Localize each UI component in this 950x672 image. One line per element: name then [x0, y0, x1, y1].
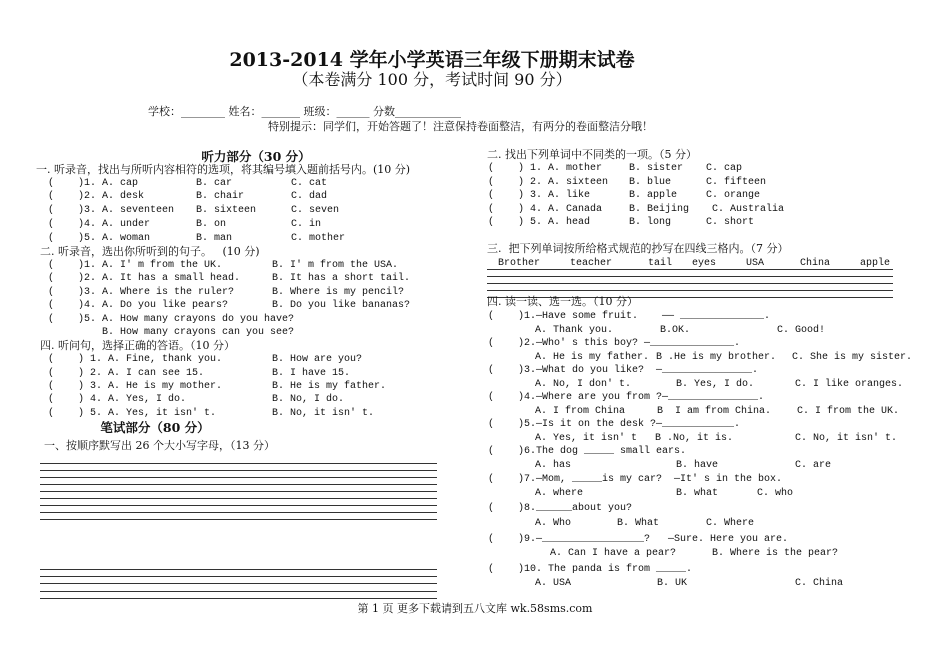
writing-part2-row — [0, 216, 950, 230]
copy-word: Brother — [498, 258, 541, 269]
copy-word: teacher — [570, 258, 613, 269]
option-b: B. have — [676, 460, 719, 471]
option-a: A. under — [102, 219, 151, 230]
writing-line — [487, 290, 893, 291]
option-c: C. short — [706, 217, 755, 228]
answer-blank: ( )3. — [48, 205, 97, 216]
answer-blank: ( )4. — [48, 300, 97, 311]
option-a: A. I' m from the UK. — [102, 260, 223, 271]
option-b: B. apple — [629, 190, 678, 201]
option-a: A. He is my father. — [535, 352, 650, 363]
option-a: A. Yes, it isn' t. — [108, 408, 217, 419]
option-a: A. Can I have a pear? — [550, 548, 677, 559]
question-text: ______about you? — [536, 503, 633, 514]
reading-question-row — [0, 418, 950, 432]
reading-options-row — [0, 378, 950, 392]
option-b: B .No, it is. — [655, 433, 734, 444]
writing-line — [40, 598, 437, 599]
option-c: C. Good! — [777, 325, 826, 336]
answer-blank: ( )2. — [48, 191, 97, 202]
writing-part3-instruction: 三. 把下列单词按所给格式规范的抄写在四线三格内。（7 分） — [487, 242, 789, 255]
item-stem — [488, 189, 590, 203]
option-c: C. She is my sister. — [792, 352, 913, 363]
reading-question-row — [0, 337, 950, 351]
listening-part2-instruction: 二. 听录音，选出你所听到的句子。 (10 分) — [40, 245, 260, 258]
item-stem — [488, 162, 602, 176]
answer-blank: ( ) 2. — [488, 177, 543, 188]
option-b: B .He is my brother. — [656, 352, 777, 363]
special-hint: 特别提示：同学们，开始答题了！注意保持卷面整洁，有两分的卷面整洁分哦！ — [268, 120, 653, 133]
reading-question-row — [0, 502, 950, 516]
writing-part2-row — [0, 176, 950, 190]
question-text: —What do you like? —_______________. — [536, 365, 759, 376]
question-text: —Where are you from ?—_______________. — [536, 392, 765, 403]
option-a: A. like — [548, 190, 591, 201]
option-b: B. blue — [629, 177, 672, 188]
answer-blank: ( ) 5. — [48, 408, 103, 419]
answer-blank: ( ) 1. — [488, 163, 543, 174]
option-a: A. desk — [102, 191, 145, 202]
option-a: A. He is my mother. — [108, 381, 223, 392]
writing-heading: 笔试部分（80 分） — [100, 420, 210, 435]
answer-blank: ( )6. — [488, 446, 537, 457]
question-text: —Who' s this boy? —______________. — [536, 338, 741, 349]
answer-blank: ( )1. — [48, 178, 97, 189]
question-stem — [488, 502, 632, 516]
option-c: C. in — [291, 219, 322, 230]
option-a: A. Yes, I do. — [108, 394, 187, 405]
option-b: B I am from China. — [657, 406, 772, 417]
answer-blank: ( ) 3. — [48, 381, 103, 392]
answer-blank: ( ) 5. — [488, 217, 543, 228]
answer-blank: ( )8. — [488, 503, 537, 514]
option-a: A. seventeen — [102, 205, 175, 216]
option-b: B. UK — [657, 578, 688, 589]
option-c: C. are — [795, 460, 832, 471]
option-b: B. long — [629, 217, 672, 228]
answer-blank: ( )1. — [488, 311, 537, 322]
question-stem — [488, 310, 770, 324]
item-stem — [48, 272, 240, 286]
answer-blank: ( )1. — [48, 260, 97, 271]
option-b: B. Where is the pear? — [712, 548, 839, 559]
question-text: The panda is from _____. — [542, 564, 693, 575]
option-c: C. Australia — [712, 204, 785, 215]
reading-question-row — [0, 391, 950, 405]
copy-word: apple — [860, 258, 891, 269]
item-stem — [488, 203, 602, 217]
option-c: C. who — [757, 488, 794, 499]
option-b: B. I' m from the USA. — [272, 260, 399, 271]
option-c: C. cap — [706, 163, 743, 174]
option-b: B. man — [196, 233, 233, 244]
reading-question-row — [0, 563, 950, 577]
answer-blank: ( )3. — [488, 365, 537, 376]
question-text: —Mom, _____is my car? —It' s in the box. — [536, 474, 783, 485]
item-stem — [48, 232, 150, 246]
option-a: A. I can see 15. — [108, 368, 205, 379]
page-footer: 第 1 页 更多下载请到五八文库 wk.58sms.com — [357, 602, 593, 615]
question-text: The dog _____ small ears. — [536, 446, 687, 457]
answer-blank: ( )10. — [488, 564, 543, 575]
answer-blank: ( )5. — [488, 419, 537, 430]
answer-blank: ( )5. — [48, 233, 97, 244]
question-text: —_________________? —Sure. Here you are. — [536, 534, 789, 545]
question-stem — [488, 418, 740, 432]
question-stem — [488, 563, 692, 577]
answer-blank: ( )5. — [48, 314, 97, 325]
reading-options-row — [0, 324, 950, 338]
question-text: —Is it on the desk ?—____________. — [536, 419, 741, 430]
reading-options-row — [0, 405, 950, 419]
option-b: B. on — [196, 219, 227, 230]
question-stem — [488, 364, 758, 378]
reading-options-row — [0, 487, 950, 501]
writing-part2-row — [0, 162, 950, 176]
option-a: A. Fine, thank you. — [108, 354, 223, 365]
option-b: B. No, I do. — [272, 394, 345, 405]
option-b: B. what — [676, 488, 719, 499]
option-b: B. Where is my pencil? — [272, 287, 405, 298]
option-b: B. car — [196, 178, 233, 189]
copy-word: China — [800, 258, 831, 269]
option-a: A. Where is the ruler? — [102, 287, 235, 298]
option-c: C. seven — [291, 205, 340, 216]
option-b: B. What — [617, 518, 660, 529]
option-b: B. It has a short tail. — [272, 273, 411, 284]
option-a: A. Canada — [548, 204, 603, 215]
exam-title: 2013-2014 学年小学英语三年级下册期末试卷 — [229, 49, 635, 71]
option-a: A. No, I don' t. — [535, 379, 632, 390]
option-c: C. dad — [291, 191, 328, 202]
writing-line — [487, 269, 893, 270]
reading-question-row — [0, 445, 950, 459]
answer-blank: ( )4. — [488, 392, 537, 403]
exam-subtitle: （本卷满分 100 分，考试时间 90 分） — [292, 70, 572, 89]
option-a: A. It has a small head. — [102, 273, 241, 284]
option-c: C. Where — [706, 518, 755, 529]
answer-blank: ( )7. — [488, 474, 537, 485]
question-text: —Have some fruit. —— ______________. — [536, 311, 771, 322]
option-b: B. How are you? — [272, 354, 363, 365]
answer-blank: ( ) 4. — [48, 394, 103, 405]
option-a: A. mother — [548, 163, 603, 174]
writing-part2-row — [0, 203, 950, 217]
copy-word: USA — [746, 258, 765, 269]
listening-part1-row — [0, 232, 950, 246]
reading-options-row — [0, 517, 950, 531]
writing-part2-instruction: 二. 找出下列单词中不同类的一项。（5 分） — [487, 148, 697, 161]
writing-line — [487, 283, 893, 284]
option-a: A. Yes, it isn' t — [535, 433, 638, 444]
option-b: B. Beijing — [629, 204, 690, 215]
reading-question-row — [0, 310, 950, 324]
option-b: B.OK. — [660, 325, 691, 336]
option-a: A. head — [548, 217, 591, 228]
option-b: B. Yes, I do. — [676, 379, 755, 390]
answer-blank: ( )9. — [488, 534, 537, 545]
option-c: C. I from the UK. — [797, 406, 900, 417]
copy-word: tail — [648, 258, 673, 269]
option-c: C. China — [795, 578, 844, 589]
option-b: B. chair — [196, 191, 245, 202]
question-stem — [488, 337, 740, 351]
option-a: A. Do you like pears? — [102, 300, 229, 311]
option-c: C. orange — [706, 190, 761, 201]
answer-blank: ( )2. — [488, 338, 537, 349]
reading-options-row — [0, 577, 950, 591]
copy-word: eyes — [692, 258, 717, 269]
reading-options-row — [0, 351, 950, 365]
reading-question-row — [0, 533, 950, 547]
listening-part4-instruction: 四. 听问句，选择正确的答语。（10 分） — [40, 339, 235, 352]
option-b: B. sixteen — [196, 205, 257, 216]
writing-line — [40, 591, 437, 592]
option-b: B. sister — [629, 163, 684, 174]
option-a: A. has — [535, 460, 572, 471]
reading-question-row — [0, 473, 950, 487]
option-a: A. woman — [102, 233, 151, 244]
question-stem — [488, 533, 788, 547]
option-b: B. No, it isn' t. — [272, 408, 375, 419]
option-a: A. How many crayons do you have? — [102, 314, 295, 325]
reading-options-row — [0, 547, 950, 561]
question-stem — [488, 473, 782, 487]
answer-blank: ( ) 3. — [488, 190, 543, 201]
listening-heading: 听力部分（30 分） — [201, 149, 311, 164]
option-b: B. He is my father. — [272, 381, 387, 392]
item-stem — [48, 286, 234, 300]
item-stem — [488, 216, 590, 230]
option-a: A. where — [535, 488, 584, 499]
reading-options-row — [0, 459, 950, 473]
writing-part4-instruction: 四. 读一读、选一选。（10 分） — [487, 295, 638, 308]
answer-blank: ( ) 2. — [48, 368, 103, 379]
option-b: B. How many crayons can you see? — [102, 327, 295, 338]
option-a: A. Who — [535, 518, 572, 529]
option-c: C. fifteen — [706, 177, 767, 188]
writing-line — [487, 276, 893, 277]
option-a: A. sixteen — [548, 177, 609, 188]
answer-blank: ( )2. — [48, 273, 97, 284]
option-c: C. I like oranges. — [795, 379, 904, 390]
reading-question-row — [0, 364, 950, 378]
question-stem — [488, 445, 686, 459]
option-c: C. No, it isn' t. — [795, 433, 898, 444]
option-c: C. cat — [291, 178, 328, 189]
reading-options-row — [0, 432, 950, 446]
answer-blank: ( ) 4. — [488, 204, 543, 215]
listening-part1-instruction: 一. 听录音，找出与所听内容相符的选项，将其编号填入题前括号内。(10 分) — [36, 163, 411, 176]
option-a: A. cap — [102, 178, 139, 189]
answer-blank: ( )4. — [48, 219, 97, 230]
option-c: C. mother — [291, 233, 346, 244]
option-b: B. Do you like bananas? — [272, 300, 411, 311]
question-stem — [488, 391, 764, 405]
option-a: A. I from China — [535, 406, 626, 417]
student-info-line: 学校：________ 姓名：_______ 班级：______ 分数____________ — [148, 105, 461, 118]
option-a: A. USA — [535, 578, 572, 589]
option-a: A. Thank you. — [535, 325, 614, 336]
writing-part2-row — [0, 189, 950, 203]
answer-blank: ( ) 1. — [48, 354, 103, 365]
item-stem — [488, 176, 608, 190]
answer-blank: ( )3. — [48, 287, 97, 298]
writing-part1-instruction: 一、按顺序默写出 26 个大小写字母，（13 分） — [44, 439, 275, 452]
option-b: B. I have 15. — [272, 368, 351, 379]
